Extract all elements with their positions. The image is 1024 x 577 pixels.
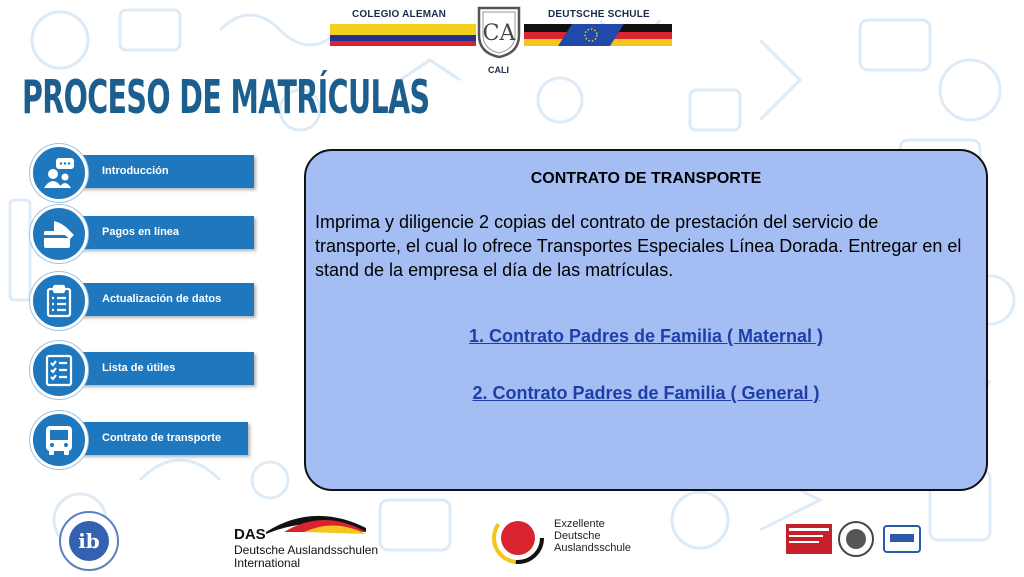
menu-item-actualizacion[interactable] (30, 272, 254, 322)
contract-link-maternal[interactable]: 1. Contrato Padres de Familia ( Maternal ) (468, 326, 824, 346)
school-header (0, 0, 1024, 80)
menu-item-contrato-transporte[interactable] (30, 411, 248, 461)
contract-link-general[interactable]: 2. Contrato Padres de Familia ( General ) (472, 383, 820, 403)
ib-logo (58, 510, 120, 572)
menu-label: Lista de útiles (102, 362, 176, 374)
certification-logos (786, 520, 926, 560)
school-crest (476, 5, 522, 59)
exz-line1: Exzellente (554, 518, 605, 530)
header-right-label: DEUTSCHE SCHULE (548, 9, 650, 20)
page-title: PROCESO DE MATRÍCULAS (22, 70, 430, 124)
exzellente-emblem (492, 512, 544, 564)
menu-label: Pagos en línea (102, 226, 180, 238)
checklist-icon (30, 341, 88, 399)
exzellente-logo (492, 510, 642, 570)
card-payment-icon (30, 205, 88, 263)
das-line1: Deutsche Auslandsschulen (234, 543, 379, 557)
crest-letters: CA (482, 21, 516, 46)
das-line2: International (234, 556, 301, 570)
bus-icon (30, 411, 88, 469)
header-city: CALI (488, 65, 509, 75)
exz-line2: Deutsche (554, 530, 601, 542)
panel-title: CONTRATO DE TRANSPORTE (530, 170, 762, 187)
menu-label: Introducción (102, 165, 169, 177)
content-panel (304, 149, 988, 491)
colombia-flag-stripe (330, 24, 476, 46)
clipboard-icon (30, 272, 88, 330)
menu-item-introduccion[interactable] (30, 144, 254, 194)
menu-label: Actualización de datos (102, 293, 222, 305)
chat-people-icon (30, 144, 88, 202)
panel-body: Imprima y diligencie 2 copias del contrato de prestación del servicio de transporte, el cual lo ofrece Transportes Especiales Línea Dorada. Entregar en el stand de la empresa el día de las matrículas. (315, 212, 962, 280)
exz-line3: Auslandsschule (554, 542, 632, 554)
das-abbr: DAS (234, 526, 266, 543)
menu-item-lista-utiles[interactable] (30, 341, 254, 391)
menu-label: Contrato de transporte (102, 432, 222, 444)
das-swoosh (264, 512, 368, 534)
menu-item-pagos[interactable] (30, 205, 254, 255)
das-logo (232, 512, 379, 572)
ib-label: ib (78, 529, 100, 553)
header-left-label: COLEGIO ALEMAN (352, 9, 447, 20)
germany-eu-flag-stripe (524, 24, 672, 46)
